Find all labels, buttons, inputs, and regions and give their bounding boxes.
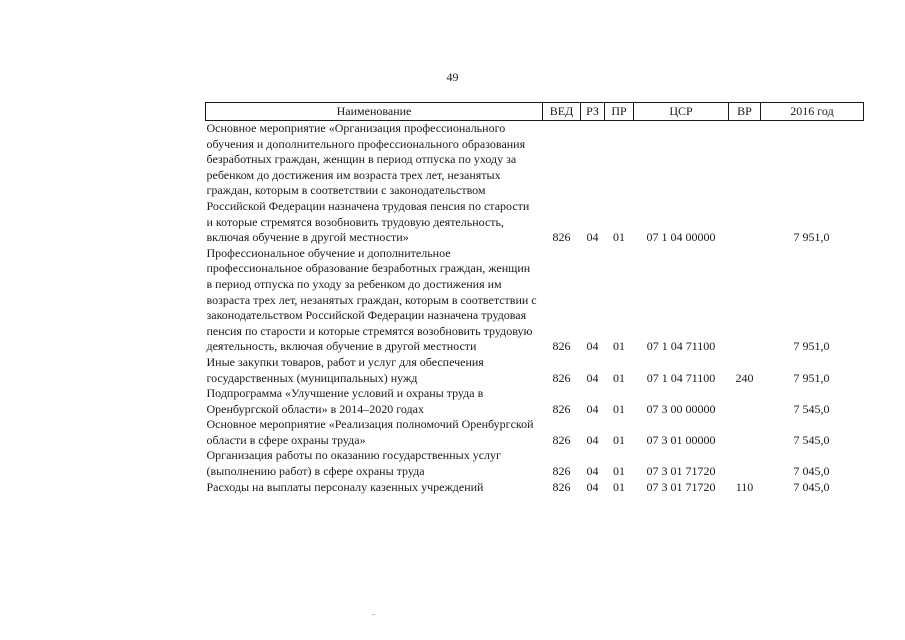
row-pr: 01 [613, 432, 625, 447]
table-row [206, 355, 864, 386]
row-amount: 7 045,0 [793, 464, 830, 479]
row-pr: 01 [613, 370, 625, 385]
row-vr: 240 [735, 370, 754, 385]
row-amount: 7 545,0 [793, 401, 830, 416]
row-rz: 04 [586, 230, 599, 245]
row-rz: 04 [586, 339, 599, 354]
row-amount: 7 045,0 [793, 479, 830, 494]
row-amount: 7 951,0 [793, 339, 830, 354]
row-amount: 7 951,0 [793, 370, 830, 385]
row-vr [729, 417, 761, 448]
row-vr [729, 448, 761, 479]
row-pr: 01 [613, 401, 625, 416]
header-row [206, 103, 864, 121]
row-csr: 07 1 04 71100 [646, 339, 716, 354]
row-name: Профессиональное обучение и дополнительное профессиональное образование безработных граждан, женщин в период отпуска по уходу за ребенком до достижения им возраста трех лет, незанятых граждан, которым в соответствии с законодательством Российской Федерации назначена трудовая пенсия по старости и которые стремятся возобновить трудовую деятельность, включая обучение в другой местности [206, 245, 537, 354]
row-csr: 07 3 01 71720 [646, 479, 716, 494]
row-csr: 07 3 01 71720 [646, 464, 716, 479]
row-vr: 110 [735, 479, 754, 494]
row-csr: 07 1 04 00000 [646, 230, 716, 245]
row-name: Иные закупки товаров, работ и услуг для обеспечения государственных (муниципальных) нужд [206, 354, 484, 385]
row-amount: 7 545,0 [793, 432, 830, 447]
row-ved: 826 [552, 432, 571, 447]
row-amount: 7 951,0 [793, 230, 830, 245]
table-row [206, 480, 864, 496]
table-header [206, 103, 864, 121]
row-rz: 04 [586, 370, 599, 385]
row-ved: 826 [552, 339, 571, 354]
header-ved: ВЕД [543, 103, 581, 121]
row-rz: 04 [586, 401, 599, 416]
row-csr: 07 1 04 71100 [646, 370, 716, 385]
row-ved: 826 [552, 401, 571, 416]
page-number: 49 [446, 70, 459, 84]
table-row [206, 417, 864, 448]
row-csr: 07 3 01 00000 [646, 432, 716, 447]
row-name: Подпрограмма «Улучшение условий и охраны труда в Оренбургской области» в 2014–2020 годах [206, 386, 484, 416]
header-vr: ВР [729, 103, 761, 121]
row-vr [729, 386, 761, 417]
row-name: Основное мероприятие «Организация профессионального обучения и дополнительного профессионального образования безработных граждан, женщин в период отпуска по уходу за ребенком до достижения им возраста трех лет, незанятых граждан, которым в соответствии с законодательством Российской Федерации назначена трудовая пенсия по старости и которые стремятся возобновить трудовую деятельность, включая обучение в другой местности» [206, 121, 530, 245]
budget-table [205, 102, 864, 495]
row-ved: 826 [552, 464, 571, 479]
row-name: Основное мероприятие «Реализация полномочий Оренбургской области в сфере охраны труда» [206, 417, 534, 447]
row-ved: 826 [552, 370, 571, 385]
row-rz: 04 [586, 432, 599, 447]
row-ved: 826 [552, 230, 571, 245]
table-row [206, 448, 864, 479]
scan-speck [372, 614, 375, 615]
row-pr: 01 [613, 230, 625, 245]
row-name: Расходы на выплаты персоналу казенных учреждений [206, 479, 484, 494]
row-rz: 04 [586, 464, 599, 479]
row-pr: 01 [613, 464, 625, 479]
row-csr: 07 3 00 00000 [646, 401, 716, 416]
row-name: Организация работы по оказанию государственных услуг (выполнению работ) в сфере охраны труда [206, 448, 501, 479]
header-year: 2016 год [761, 103, 864, 121]
table-row [206, 121, 864, 246]
table-row [206, 386, 864, 417]
header-name: Наименование [206, 103, 543, 121]
header-csr: ЦСР [634, 103, 729, 121]
row-pr: 01 [613, 339, 625, 354]
row-pr: 01 [613, 479, 625, 494]
row-rz: 04 [586, 479, 599, 494]
row-vr [729, 246, 761, 355]
header-pr: ПР [605, 103, 634, 121]
row-ved: 826 [552, 479, 571, 494]
header-rz: РЗ [581, 103, 605, 121]
table-body [206, 121, 864, 496]
row-vr [729, 121, 761, 246]
table-row [206, 246, 864, 355]
